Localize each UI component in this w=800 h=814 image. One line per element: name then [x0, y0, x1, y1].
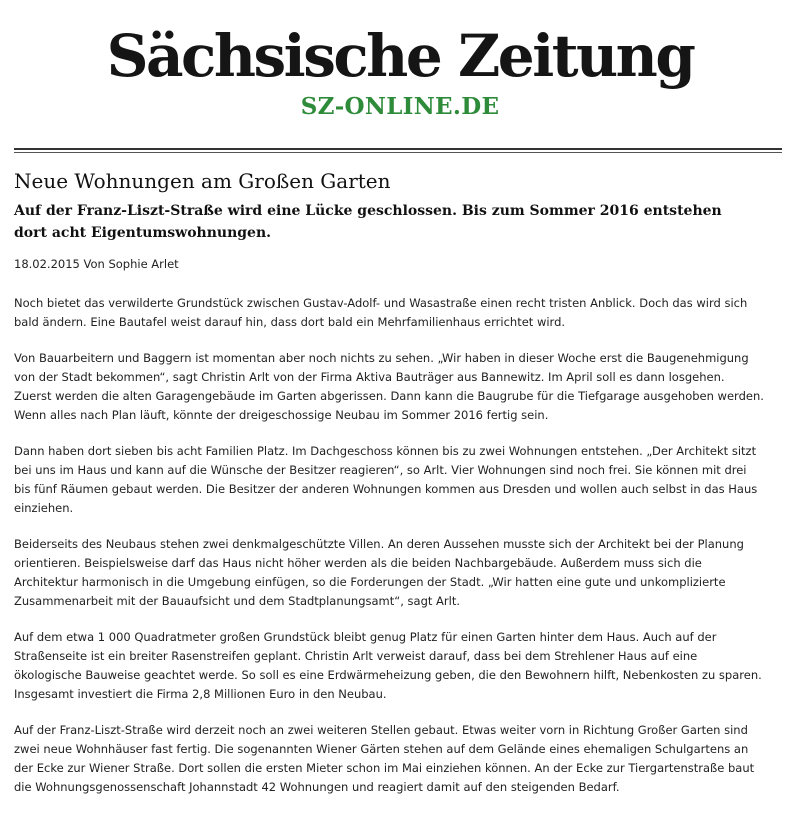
paragraph-line: bis fünf Räumen gebaut werden. Die Besitzer der anderen Wohnungen kommen aus Dresden und wollen auch selbst in das Haus [14, 482, 758, 496]
paragraph-line: Noch bietet das verwilderte Grundstück zwischen Gustav-Adolf- und Wasastraße einen recht tristen Anblick. Doch das wird sich [14, 296, 748, 310]
article-paragraph [14, 442, 800, 518]
article-paragraph [14, 721, 800, 797]
article-body [14, 294, 800, 814]
paragraph-line: Zuerst werden die alten Garagengebäude im Garten abgerissen. Dann kann die Baugrube für die Tiefgarage ausgehoben werden. [14, 389, 764, 403]
paragraph-line: bei uns im Haus und kann auf die Wünsche der Besitzer reagieren“, so Arlt. Vier Wohnungen sind noch frei. Sie können mit drei [14, 463, 747, 477]
masthead-divider-thin [14, 152, 782, 153]
paragraph-line: Auf dem etwa 1 000 Quadratmeter großen Grundstück bleibt genug Platz für einen Garten hinter dem Haus. Auch auf der [14, 630, 717, 644]
masthead-divider [14, 148, 782, 150]
paragraph-line: Zusammenarbeit mit der Bauaufsicht und dem Stadtplanungsamt“, sagt Arlt. [14, 594, 460, 608]
paragraph-line: Beiderseits des Neubaus stehen zwei denkmalgeschützte Villen. An deren Aussehen musste sich der Architekt bei der Planung [14, 537, 744, 551]
article-paragraph [14, 628, 800, 704]
paragraph-line: Architektur harmonisch in die Umgebung einfügen, so die Forderungen der Stadt. „Wir hatten eine gute und unkomplizierte [14, 575, 726, 589]
paragraph-line: zwei neue Wohnhäuser fast fertig. Die sogenannten Wiener Gärten stehen auf dem Gelände eines ehemaligen Schulgartens an [14, 742, 749, 756]
article-paragraph [14, 535, 800, 611]
paragraph-line: von der Stadt bekommen“, sagt Christin Arlt von der Firma Aktiva Bauträger aus Bannewitz. Im April soll es dann losgehen. [14, 370, 725, 384]
article-lede: Auf der Franz-Liszt-Straße wird eine Lücke geschlossen. Bis zum Sommer 2016 entstehen dort acht Eigentumswohnungen. [14, 203, 722, 241]
paragraph-line: Straßenseite ist ein breiter Rasenstreifen geplant. Christin Arlt verweist darauf, dass bei dem Strehlener Haus auf eine [14, 649, 698, 663]
paragraph-line: Auf der Franz-Liszt-Straße wird derzeit noch an zwei weiteren Stellen gebaut. Etwas weiter vorn in Richtung Großer Garten sind [14, 723, 748, 737]
paragraph-line: Wenn alles nach Plan läuft, könnte der dreigeschossige Neubau im Sommer 2016 fertig sein. [14, 408, 549, 422]
paragraph-line: der Ecke zur Wiener Straße. Dort sollen die ersten Mieter schon im Mai einziehen können. An der Ecke zur Tiergartenstraße baut [14, 761, 755, 775]
article-paragraph [14, 294, 800, 332]
newspaper-logo-title: Sächsische Zeitung [106, 22, 694, 90]
paragraph-line: Insgesamt investiert die Firma 2,8 Millionen Euro in den Neubau. [14, 687, 387, 701]
paragraph-line: die Wohnungsgenossenschaft Johannstadt 42 Wohnungen und reagiert damit auf den steigenden Bedarf. [14, 780, 620, 794]
paragraph-line: Dann haben dort sieben bis acht Familien Platz. Im Dachgeschoss können bis zu zwei Wohnungen entstehen. „Der Architekt sitzt [14, 444, 757, 458]
paragraph-line: Von Bauarbeitern und Baggern ist momentan aber noch nichts zu sehen. „Wir haben in dieser Woche erst die Baugenehmigung [14, 351, 749, 365]
article-paragraph [14, 349, 800, 425]
paragraph-line: orientieren. Beispielsweise darf das Haus nicht höher werden als die beiden Nachbargebäude. Außerdem muss sich die [14, 556, 702, 570]
paragraph-line: bald ändern. Eine Bautafel weist darauf hin, dass dort bald ein Mehrfamilienhaus errichtet wird. [14, 315, 566, 329]
newspaper-website-label: SZ-ONLINE.DE [300, 93, 500, 120]
masthead [0, 0, 800, 150]
article-headline: Neue Wohnungen am Großen Garten [14, 169, 391, 193]
paragraph-line: einziehen. [14, 501, 74, 515]
article-byline: 18.02.2015 Von Sophie Arlet [14, 257, 179, 271]
paragraph-line: ökologische Bauweise geachtet werde. So soll es eine Erdwärmeheizung geben, die den Bewohnern hilft, Nebenkosten zu sparen. [14, 668, 762, 682]
